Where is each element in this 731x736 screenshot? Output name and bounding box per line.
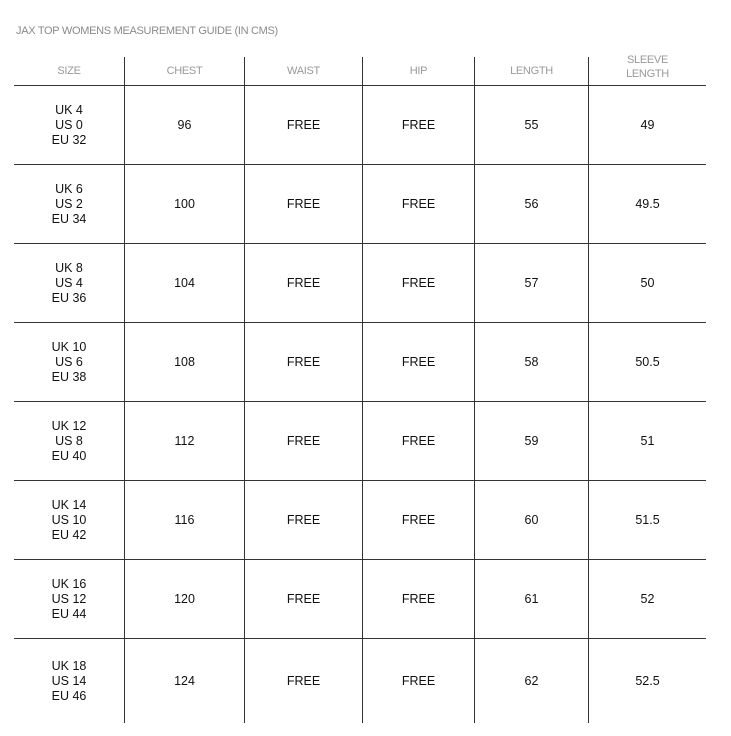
cell-waist: FREE — [244, 86, 362, 164]
cell-hip: FREE — [362, 323, 474, 401]
cell-size: UK 10 US 6 EU 38 — [51, 339, 87, 384]
cell-hip: FREE — [362, 639, 474, 723]
table-header — [14, 54, 706, 86]
cell-waist: FREE — [244, 481, 362, 559]
cell-hip: FREE — [362, 560, 474, 638]
cell-chest: 96 — [124, 86, 244, 164]
cell-chest: 108 — [124, 323, 244, 401]
cell-length: 60 — [474, 481, 588, 559]
table-row — [14, 244, 706, 323]
cell-hip: FREE — [362, 86, 474, 164]
cell-hip: FREE — [362, 165, 474, 243]
cell-size: UK 4 US 0 EU 32 — [51, 102, 87, 147]
cell-sleeve: 51.5 — [588, 481, 706, 559]
cell-size: UK 8 US 4 EU 36 — [51, 260, 87, 305]
cell-chest: 112 — [124, 402, 244, 480]
cell-chest: 100 — [124, 165, 244, 243]
table-row — [14, 402, 706, 481]
cell-chest: 116 — [124, 481, 244, 559]
header-hip: HIP — [362, 57, 474, 85]
cell-size: UK 6 US 2 EU 34 — [51, 181, 87, 226]
cell-sleeve: 49.5 — [588, 165, 706, 243]
cell-length: 59 — [474, 402, 588, 480]
cell-waist: FREE — [244, 244, 362, 322]
cell-chest: 120 — [124, 560, 244, 638]
size-table — [14, 54, 706, 723]
table-row — [14, 86, 706, 165]
cell-waist: FREE — [244, 402, 362, 480]
cell-length: 62 — [474, 639, 588, 723]
cell-size: UK 12 US 8 EU 40 — [51, 418, 87, 463]
header-chest: CHEST — [124, 57, 244, 85]
cell-sleeve: 50.5 — [588, 323, 706, 401]
cell-length: 57 — [474, 244, 588, 322]
cell-sleeve: 52 — [588, 560, 706, 638]
cell-waist: FREE — [244, 560, 362, 638]
cell-size: UK 18 US 14 EU 46 — [51, 658, 87, 703]
cell-chest: 124 — [124, 639, 244, 723]
table-row — [14, 165, 706, 244]
page-title: JAX TOP WOMENS MEASUREMENT GUIDE (IN CMS) — [16, 25, 278, 37]
cell-length: 56 — [474, 165, 588, 243]
cell-waist: FREE — [244, 323, 362, 401]
cell-length: 55 — [474, 86, 588, 164]
cell-chest: 104 — [124, 244, 244, 322]
cell-size: UK 14 US 10 EU 42 — [51, 497, 87, 542]
cell-length: 61 — [474, 560, 588, 638]
cell-waist: FREE — [244, 165, 362, 243]
cell-sleeve: 51 — [588, 402, 706, 480]
table-row — [14, 481, 706, 560]
cell-sleeve: 49 — [588, 86, 706, 164]
cell-hip: FREE — [362, 244, 474, 322]
cell-size: UK 16 US 12 EU 44 — [51, 576, 87, 621]
table-row — [14, 639, 706, 723]
cell-sleeve: 50 — [588, 244, 706, 322]
table-row — [14, 560, 706, 639]
header-length: LENGTH — [474, 57, 588, 85]
cell-hip: FREE — [362, 402, 474, 480]
header-size: SIZE — [57, 65, 81, 77]
cell-length: 58 — [474, 323, 588, 401]
cell-hip: FREE — [362, 481, 474, 559]
header-sleeve-length: SLEEVE LENGTH — [588, 57, 706, 85]
cell-sleeve: 52.5 — [588, 639, 706, 723]
table-row — [14, 323, 706, 402]
cell-waist: FREE — [244, 639, 362, 723]
header-waist: WAIST — [244, 57, 362, 85]
